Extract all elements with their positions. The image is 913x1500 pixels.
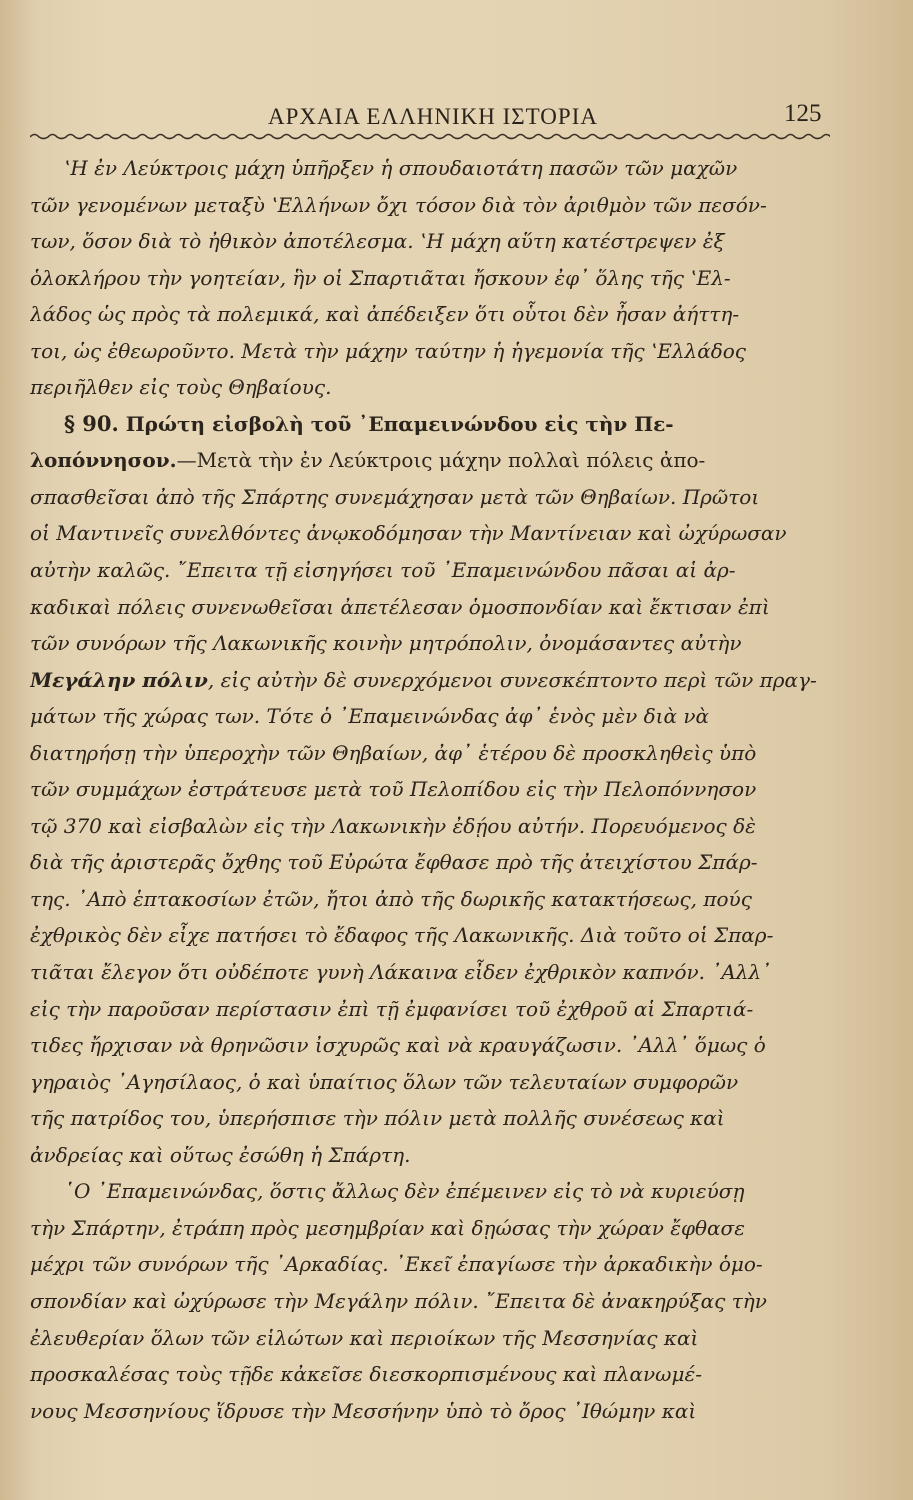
wavy-rule-ornament [30, 128, 830, 144]
text-line [30, 881, 830, 918]
text-line [30, 260, 830, 297]
text-line [30, 844, 830, 881]
text-segment: εἰς τὴν παροῦσαν περίστασιν ἐπὶ τῇ ἐμφανίσει τοῦ ἐχθροῦ αἱ Σπαρτιά- [30, 996, 754, 1021]
text-segment: τιᾶται ἔλεγον ὅτι οὐδέποτε γυνὴ Λάκαινα εἶδεν ἐχθρικὸν καπνόν. ᾿Αλλ᾽ [30, 960, 772, 985]
text-line [30, 771, 830, 808]
text-line [30, 808, 830, 845]
text-line [30, 515, 830, 552]
text-segment: ʽΗ ἐν Λεύκτροις μάχη ὑπῆρξεν ἡ σπουδαιοτάτη πασῶν τῶν μαχῶν [64, 156, 738, 180]
text-line [30, 1393, 830, 1430]
text-line [30, 552, 830, 589]
text-line [30, 735, 830, 772]
text-line [30, 1210, 830, 1247]
text-line [30, 296, 830, 333]
text-line [30, 991, 830, 1028]
section-heading-line [30, 406, 830, 443]
text-segment: ὁλοκλήρου τὴν γοητείαν, ἣν οἱ Σπαρτιᾶται ἤσκουν ἐφ᾽ ὅλης τῆς ʽΕλ- [30, 265, 731, 290]
text-segment: της. ᾿Απὸ ἑπτακοσίων ἐτῶν, ἤτοι ἀπὸ τῆς δωρικῆς κατακτήσεως, πούς [30, 886, 752, 911]
section-title: Πρώτη εἰσβολὴ τοῦ ᾿Επαμεινώνδου εἰς τὴν Πε- [118, 411, 674, 436]
text-segment: τῆς πατρίδος του, ὑπερήσπισε τὴν πόλιν μετὰ πολλῆς συνέσεως καὶ [30, 1106, 725, 1131]
section-heading-line [30, 442, 830, 479]
text-segment: τῶν συνόρων τῆς Λακωνικῆς κοινὴν μητρόπολιν, ὀνομάσαντες αὐτὴν [30, 631, 742, 656]
text-segment: προσκαλέσας τοὺς τῇδε κἀκεῖσε διεσκορπισμένους καὶ πλανωμέ- [30, 1362, 702, 1387]
text-segment: περιῆλθεν εἰς τοὺς Θηβαίους. [30, 375, 332, 400]
text-segment: τὴν Σπάρτην, ἐτράπη πρὸς μεσημβρίαν καὶ δῃώσας τὴν χώραν ἔφθασε [30, 1215, 745, 1240]
text-line [30, 223, 830, 260]
text-line [30, 369, 830, 406]
text-line [30, 1027, 830, 1064]
text-segment: λάδος ὡς πρὸς τὰ πολεμικά, καὶ ἀπέδειξεν ὅτι οὗτοι δὲν ἦσαν ἀήττη- [30, 302, 740, 327]
text-segment: νους Μεσσηνίους ἵδρυσε τὴν Μεσσήνην ὑπὸ τὸ ὄρος ᾿Ιθώμην καὶ [30, 1398, 697, 1423]
text-line [30, 1246, 830, 1283]
text-line [30, 150, 830, 187]
text-segment: ἀνδρείας καὶ οὕτως ἐσώθη ἡ Σπάρτη. [30, 1142, 411, 1167]
text-segment: ἐχθρικὸς δὲν εἶχε πατήσει τὸ ἔδαφος τῆς Λακωνικῆς. Διὰ τοῦτο οἱ Σπαρ- [30, 923, 774, 948]
text-segment: —Μετὰ τὴν ἐν Λεύκτροις μάχην πολλαὶ πόλεις ἀπο- [176, 448, 706, 473]
text-segment: , εἰς αὐτὴν δὲ συνερχόμενοι συνεσκέπτοντο περὶ τῶν πραγ- [207, 667, 817, 692]
text-segment: διὰ τῆς ἀριστερᾶς ὄχθης τοῦ Εὐρώτα ἔφθασε πρὸ τῆς ἀτειχίστου Σπάρ- [30, 850, 758, 875]
text-line [30, 1283, 830, 1320]
section-title: λοπόννησον. [30, 448, 177, 473]
text-segment: τοι, ὡς ἐθεωροῦντο. Μετὰ τὴν μάχην ταύτην ἡ ἡγεμονία τῆς ʽΕλλάδος [30, 338, 747, 363]
text-segment: ἐλευθερίαν ὅλων τῶν εἱλώτων καὶ περιοίκων τῆς Μεσσηνίας καὶ [30, 1325, 699, 1350]
text-line [30, 1137, 830, 1174]
text-segment: μάτων τῆς χώρας των. Τότε ὁ ᾿Επαμεινώνδας ἀφ᾽ ἑνὸς μὲν διὰ νὰ [30, 704, 709, 729]
text-segment: οἱ Μαντινεῖς συνελθόντες ἀνῳκοδόμησαν τὴν Μαντίνειαν καὶ ὠχύρωσαν [30, 521, 787, 546]
section-number: § 90. [64, 410, 119, 436]
text-line [30, 187, 830, 224]
text-line [30, 1100, 830, 1137]
text-segment: μέχρι τῶν συνόρων τῆς ᾿Αρκαδίας. ᾿Εκεῖ ἐπαγίωσε τὴν ἀρκαδικὴν ὁμο- [30, 1252, 763, 1277]
text-segment: σπασθεῖσαι ἀπὸ τῆς Σπάρτης συνεμάχησαν μετὰ τῶν Θηβαίων. Πρῶτοι [30, 484, 760, 509]
emphasized-term: Μεγάλην πόλιν [30, 667, 208, 692]
text-line [30, 1173, 830, 1210]
text-segment: τῷ 370 καὶ εἰσβαλὼν εἰς τὴν Λακωνικὴν ἐδῄου αὐτήν. Πορευόμενος δὲ [30, 813, 756, 838]
text-segment: ῾Ο ᾿Επαμεινώνδας, ὅστις ἄλλως δὲν ἐπέμεινεν εἰς τὸ νὰ κυριεύσῃ [64, 1179, 745, 1204]
text-segment: τῶν συμμάχων ἐστράτευσε μετὰ τοῦ Πελοπίδου εἰς τὴν Πελοπόννησον [30, 777, 757, 802]
text-segment: αὐτὴν καλῶς. ῎Επειτα τῇ εἰσηγήσει τοῦ ᾿Επαμεινώνδου πᾶσαι αἱ ἀρ- [30, 558, 736, 583]
text-segment: διατηρήσῃ τὴν ὑπεροχὴν τῶν Θηβαίων, ἀφ᾽ ἑτέρου δὲ προσκληθεὶς ὑπὸ [30, 740, 757, 765]
text-line [30, 625, 830, 662]
text-segment: γηραιὸς ᾿Αγησίλαος, ὁ καὶ ὑπαίτιος ὅλων τῶν τελευταίων συμφορῶν [30, 1069, 739, 1094]
text-segment: τιδες ἤρχισαν νὰ θρηνῶσιν ἰσχυρῶς καὶ νὰ κραυγάζωσιν. ᾿Αλλ᾽ ὅμως ὁ [30, 1033, 766, 1058]
text-line [30, 1064, 830, 1101]
running-title: ΑΡΧΑΙΑ ΕΛΛΗΝΙΚΗ ΙΣΤΟΡΙΑ [268, 104, 598, 129]
text-line [30, 954, 830, 991]
text-line [30, 662, 830, 699]
text-segment: καδικαὶ πόλεις συνενωθεῖσαι ἀπετέλεσαν ὁμοσπονδίαν καὶ ἔκτισαν ἐπὶ [30, 594, 770, 619]
text-body [30, 150, 830, 1429]
text-line [30, 333, 830, 370]
text-line [30, 1356, 830, 1393]
text-line [30, 479, 830, 516]
page-number: 125 [784, 100, 822, 127]
text-line [30, 589, 830, 626]
text-segment: των, ὅσον διὰ τὸ ἠθικὸν ἀποτέλεσμα. ʽΗ μάχη αὕτη κατέστρεψεν ἐξ [30, 229, 725, 254]
text-segment: τῶν γενομένων μεταξὺ ʽΕλλήνων ὄχι τόσον διὰ τὸν ἀριθμὸν τῶν πεσόν- [30, 192, 767, 217]
text-segment: σπονδίαν καὶ ὠχύρωσε τὴν Μεγάλην πόλιν. ῎Επειτα δὲ ἀνακηρύξας τὴν [30, 1288, 767, 1313]
text-line [30, 917, 830, 954]
text-line [30, 698, 830, 735]
text-line [30, 1320, 830, 1357]
